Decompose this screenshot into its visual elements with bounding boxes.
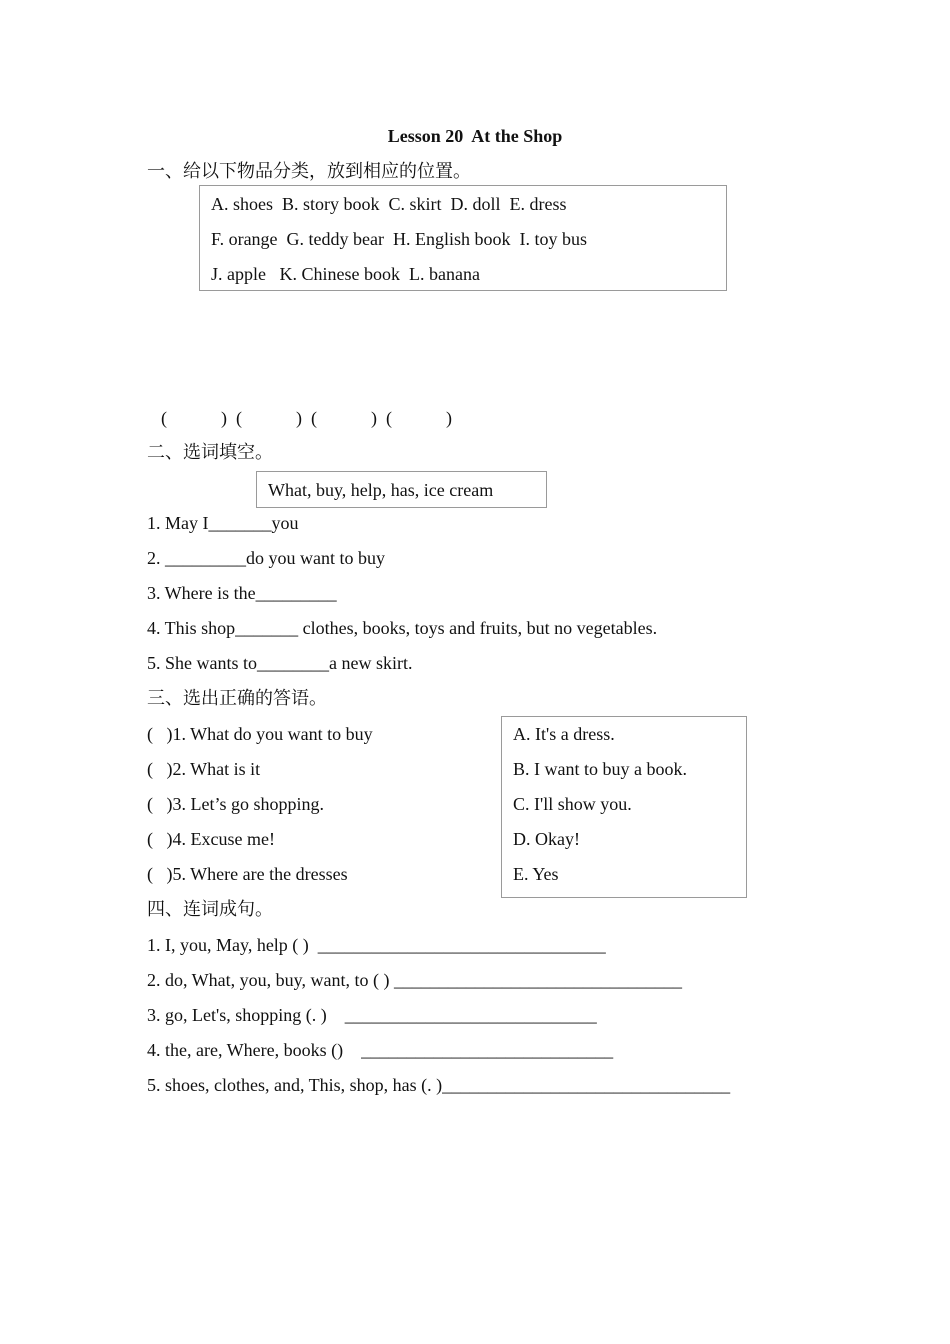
category-answer-slots: ( ) ( ) ( ) ( ) [161,408,452,428]
answer-option: A. It's a dress. [513,724,615,744]
section-3-heading: 三、选出正确的答语。 [147,688,327,708]
sentence-question: 2. do, What, you, buy, want, to ( ) ________________________________ [147,970,682,990]
item-list-line: F. orange G. teddy bear H. English book I. toy bus [211,229,588,249]
sentence-question: 5. shoes, clothes, and, This, shop, has (. )________________________________ [147,1075,731,1095]
answer-option: C. I'll show you. [513,794,632,814]
answer-options-box [501,716,747,898]
answer-option: B. I want to buy a book. [513,759,687,779]
answer-option: D. Okay! [513,829,580,849]
section-4-heading: 四、连词成句。 [147,899,273,919]
item-list-line: J. apple K. Chinese book L. banana [211,264,480,284]
match-question: ( )3. Let’s go shopping. [147,794,324,814]
fill-in-question: 5. She wants to________a new skirt. [147,653,413,673]
section-2-heading: 二、选词填空。 [147,442,273,462]
fill-in-question: 2. _________do you want to buy [147,548,385,568]
sentence-question: 3. go, Let's, shopping (. ) ____________________________ [147,1005,597,1025]
page-title: Lesson 20 At the Shop [387,126,563,146]
match-question: ( )1. What do you want to buy [147,724,373,744]
match-question: ( )2. What is it [147,759,261,779]
fill-in-question: 4. This shop_______ clothes, books, toys and fruits, but no vegetables. [147,618,658,638]
fill-in-question: 1. May I_______you [147,513,299,533]
match-question: ( )4. Excuse me! [147,829,275,849]
item-list-box [199,185,727,291]
match-question: ( )5. Where are the dresses [147,864,348,884]
word-bank-box [256,471,547,508]
section-1-heading: 一、给以下物品分类，放到相应的位置。 [147,161,471,181]
sentence-question: 1. I, you, May, help ( ) ________________________________ [147,935,606,955]
item-list-line: A. shoes B. story book C. skirt D. doll E. dress [211,194,567,214]
word-bank: What, buy, help, has, ice cream [268,480,494,500]
fill-in-question: 3. Where is the_________ [147,583,337,603]
sentence-question: 4. the, are, Where, books () ____________________________ [147,1040,614,1060]
answer-option: E. Yes [513,864,559,884]
